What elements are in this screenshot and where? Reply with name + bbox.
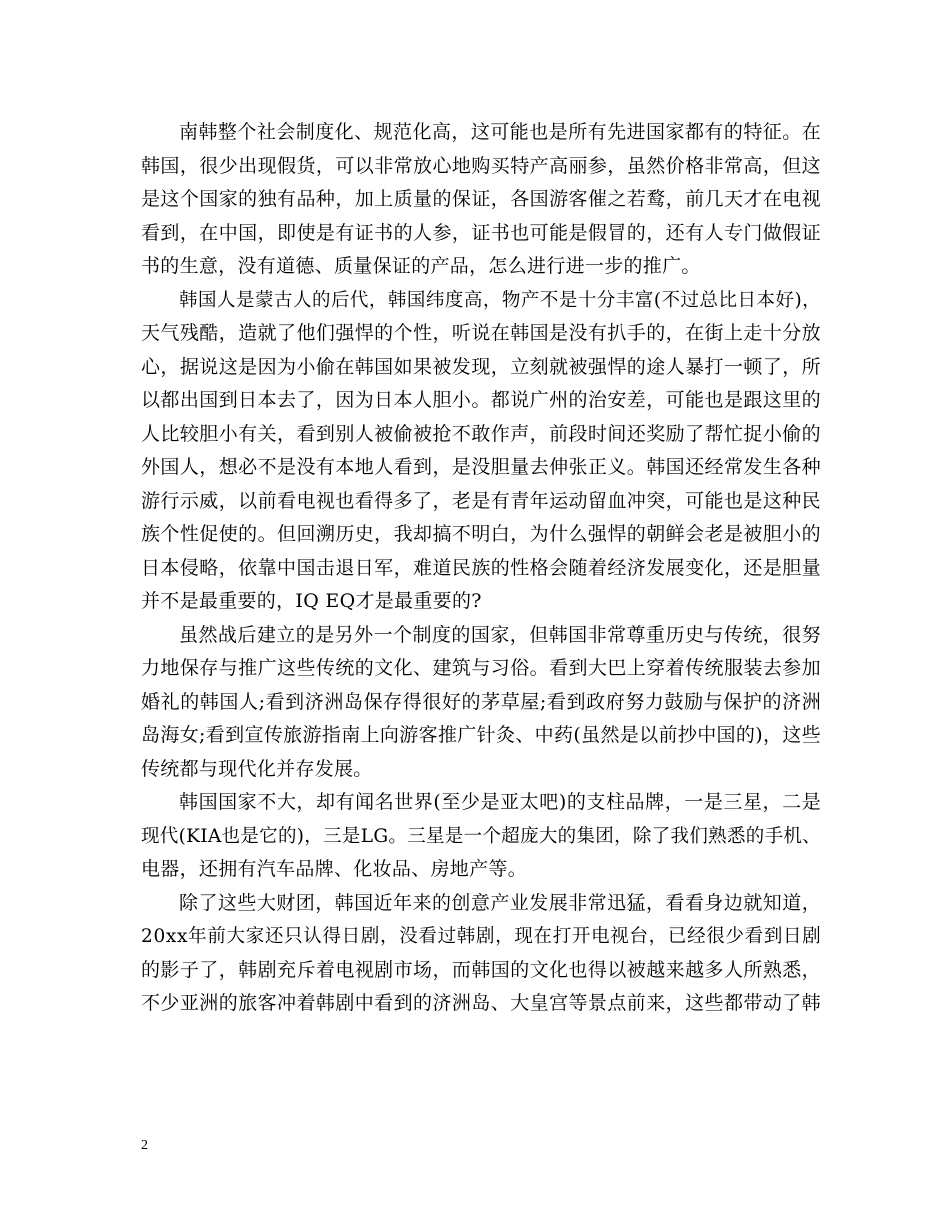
- text-line: 并不是最重要的，IQ EQ才是最重要的?: [141, 590, 482, 612]
- text-line: 韩国国家不大，却有闻名世界(至少是亚太吧)的支柱品牌，一是三星，二是: [179, 791, 822, 813]
- text-line: 天气残酷，造就了他们强悍的个性，听说在韩国是没有扒手的，在街上走十分放: [141, 322, 822, 344]
- text-line: 外国人，想必不是没有本地人看到，是没胆量去伸张正义。韩国还经常发生各种: [141, 456, 822, 478]
- text-line: 力地保存与推广这些传统的文化、建筑与习俗。看到大巴上穿着传统服装去参加: [141, 657, 822, 679]
- text-line: 20xx年前大家还只认得日剧，没看过韩剧，现在打开电视台，已经很少看到日剧: [141, 926, 822, 947]
- text-line: 岛海女;看到宣传旅游指南上向游客推广针灸、中药(虽然是以前抄中国的)，这些: [141, 724, 822, 746]
- page-number: 2: [141, 1138, 148, 1153]
- text-line: 韩国，很少出现假货，可以非常放心地购买特产高丽参，虽然价格非常高，但这: [141, 154, 822, 177]
- text-line: 不少亚洲的旅客冲着韩剧中看到的济洲岛、大皇宫等景点前来，这些都带动了韩: [141, 992, 822, 1014]
- text-line: 人比较胆小有关，看到别人被偷被抢不敢作声，前段时间还奖励了帮忙捉小偷的: [141, 422, 822, 445]
- text-line: 传统都与现代化并存发展。: [141, 757, 373, 780]
- text-line: 族个性促使的。但回溯历史，我却搞不明白，为什么强悍的朝鲜会老是被胆小的: [141, 523, 822, 545]
- text-line: 是这个国家的独有品种，加上质量的保证，各国游客催之若鹜，前几天才在电视: [141, 188, 822, 210]
- text-line: 南韩整个社会制度化、规范化高，这可能也是所有先进国家都有的特征。在: [179, 121, 822, 143]
- text-line: 以都出国到日本去了，因为日本人胆小。都说广州的治安差，可能也是跟这里的: [141, 389, 822, 411]
- text-line: 看到，在中国，即使是有证书的人参，证书也可能是假冒的，还有人专门做假证: [141, 221, 822, 244]
- text-line: 书的生意，没有道德、质量保证的产品，怎么进行进一步的推广。: [141, 255, 701, 277]
- text-line: 现代(KIA也是它的)，三是LG。三星是一个超庞大的集团，除了我们熟悉的手机、: [141, 825, 821, 847]
- text-line: 电器，还拥有汽车品牌、化妆品、房地产等。: [141, 858, 528, 880]
- text-line: 日本侵略，依靠中国击退日军，难道民族的性格会随着经济发展变化，还是胆量: [141, 556, 822, 579]
- text-line: 游行示威，以前看电视也看得多了，老是有青年运动留血冲突，可能也是这种民: [141, 489, 822, 512]
- text-line: 的影子了，韩剧充斥着电视剧市场，而韩国的文化也得以被越来越多人所熟悉，: [141, 958, 822, 981]
- document-body: [141, 116, 821, 1021]
- text-line: 虽然战后建立的是另外一个制度的国家，但韩国非常尊重历史与传统，很努: [179, 623, 822, 646]
- text-line: 韩国人是蒙古人的后代，韩国纬度高，物产不是十分丰富(不过总比日本好)，: [179, 289, 822, 311]
- text-line: 除了这些大财团，韩国近年来的创意产业发展非常迅猛，看看身边就知道，: [179, 891, 822, 914]
- text-line: 婚礼的韩国人;看到济洲岛保存得很好的茅草屋;看到政府努力鼓励与保护的济洲: [141, 690, 822, 713]
- text-line: 心，据说这是因为小偷在韩国如果被发现，立刻就被强悍的途人暴打一顿了，所: [141, 355, 822, 378]
